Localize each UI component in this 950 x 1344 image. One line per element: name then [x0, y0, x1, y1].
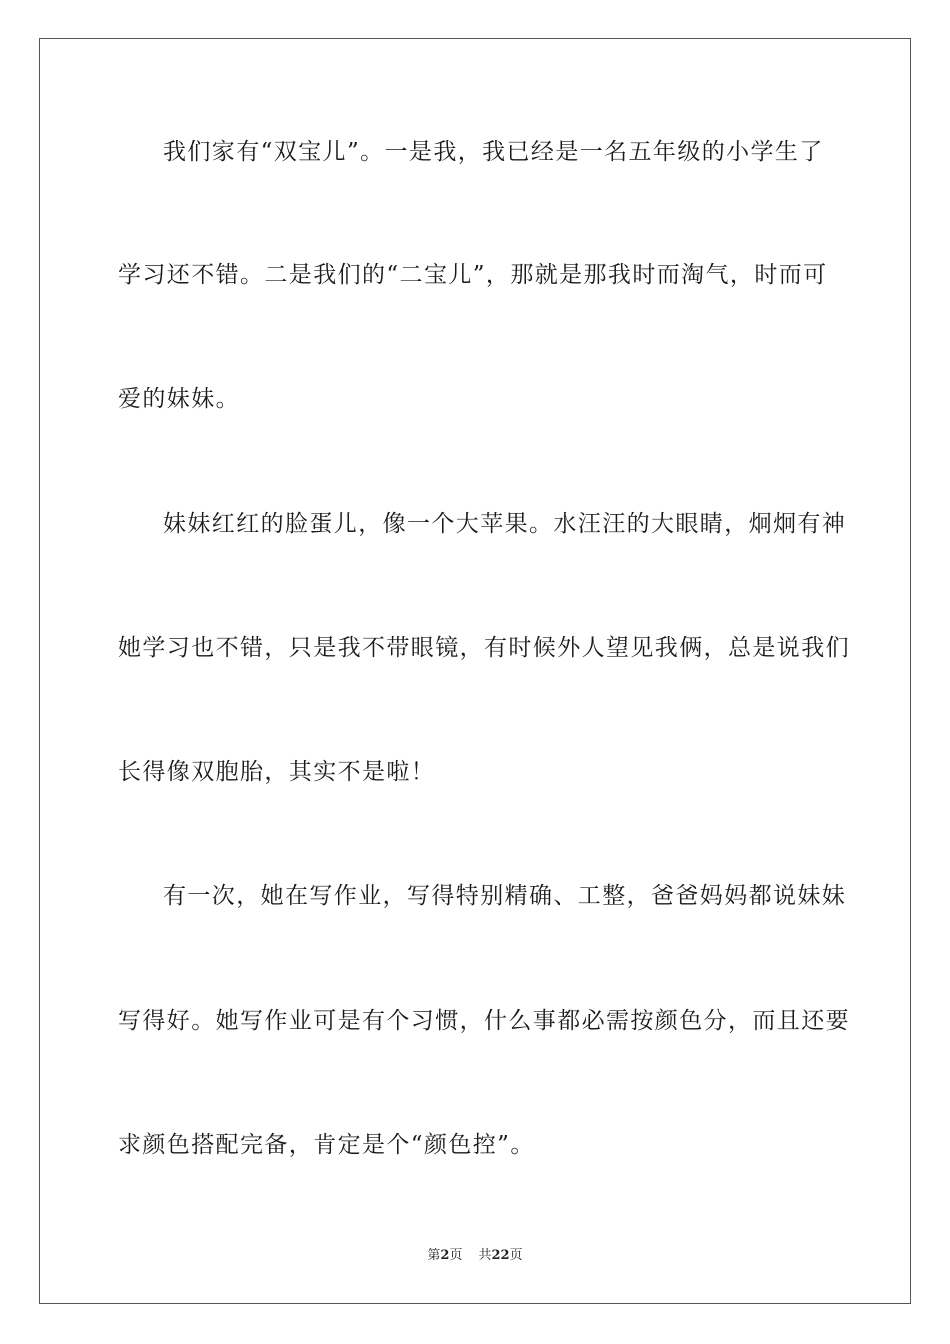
page-border	[39, 38, 911, 1304]
total-label-suffix: 页	[509, 1248, 523, 1263]
total-pages: 22	[491, 1248, 510, 1263]
page-label-suffix: 页	[449, 1248, 463, 1263]
page-footer	[0, 1247, 950, 1265]
paragraph-3-line-2: 写得好。她写作业可是有个习惯，什么事都必需按颜色分，而且还要	[118, 1008, 850, 1034]
paragraph-1-line-3: 爱的妹妹。	[118, 386, 240, 412]
page-number: 2	[440, 1248, 450, 1263]
paragraph-2-line-2: 她学习也不错，只是我不带眼镜，有时候外人望见我俩，总是说我们	[118, 635, 850, 661]
page-label-prefix: 第	[427, 1248, 441, 1263]
paragraph-3-line-1: 有一次，她在写作业，写得特别精确、工整，爸爸妈妈都说妹妹	[163, 883, 847, 909]
paragraph-3-line-3: 求颜色搭配完备，肯定是个“颜色控”。	[118, 1132, 535, 1158]
paragraph-1-line-1: 我们家有“双宝儿”。一是我，我已经是一名五年级的小学生了	[163, 139, 824, 165]
total-label-prefix: 共	[478, 1248, 492, 1263]
paragraph-2-line-3: 长得像双胞胎，其实不是啦！	[118, 759, 436, 785]
paragraph-1-line-2: 学习还不错。二是我们的“二宝儿”，那就是那我时而淘气，时而可	[118, 262, 828, 288]
paragraph-2-line-1: 妹妹红红的脸蛋儿，像一个大苹果。水汪汪的大眼睛，炯炯有神	[163, 511, 847, 537]
